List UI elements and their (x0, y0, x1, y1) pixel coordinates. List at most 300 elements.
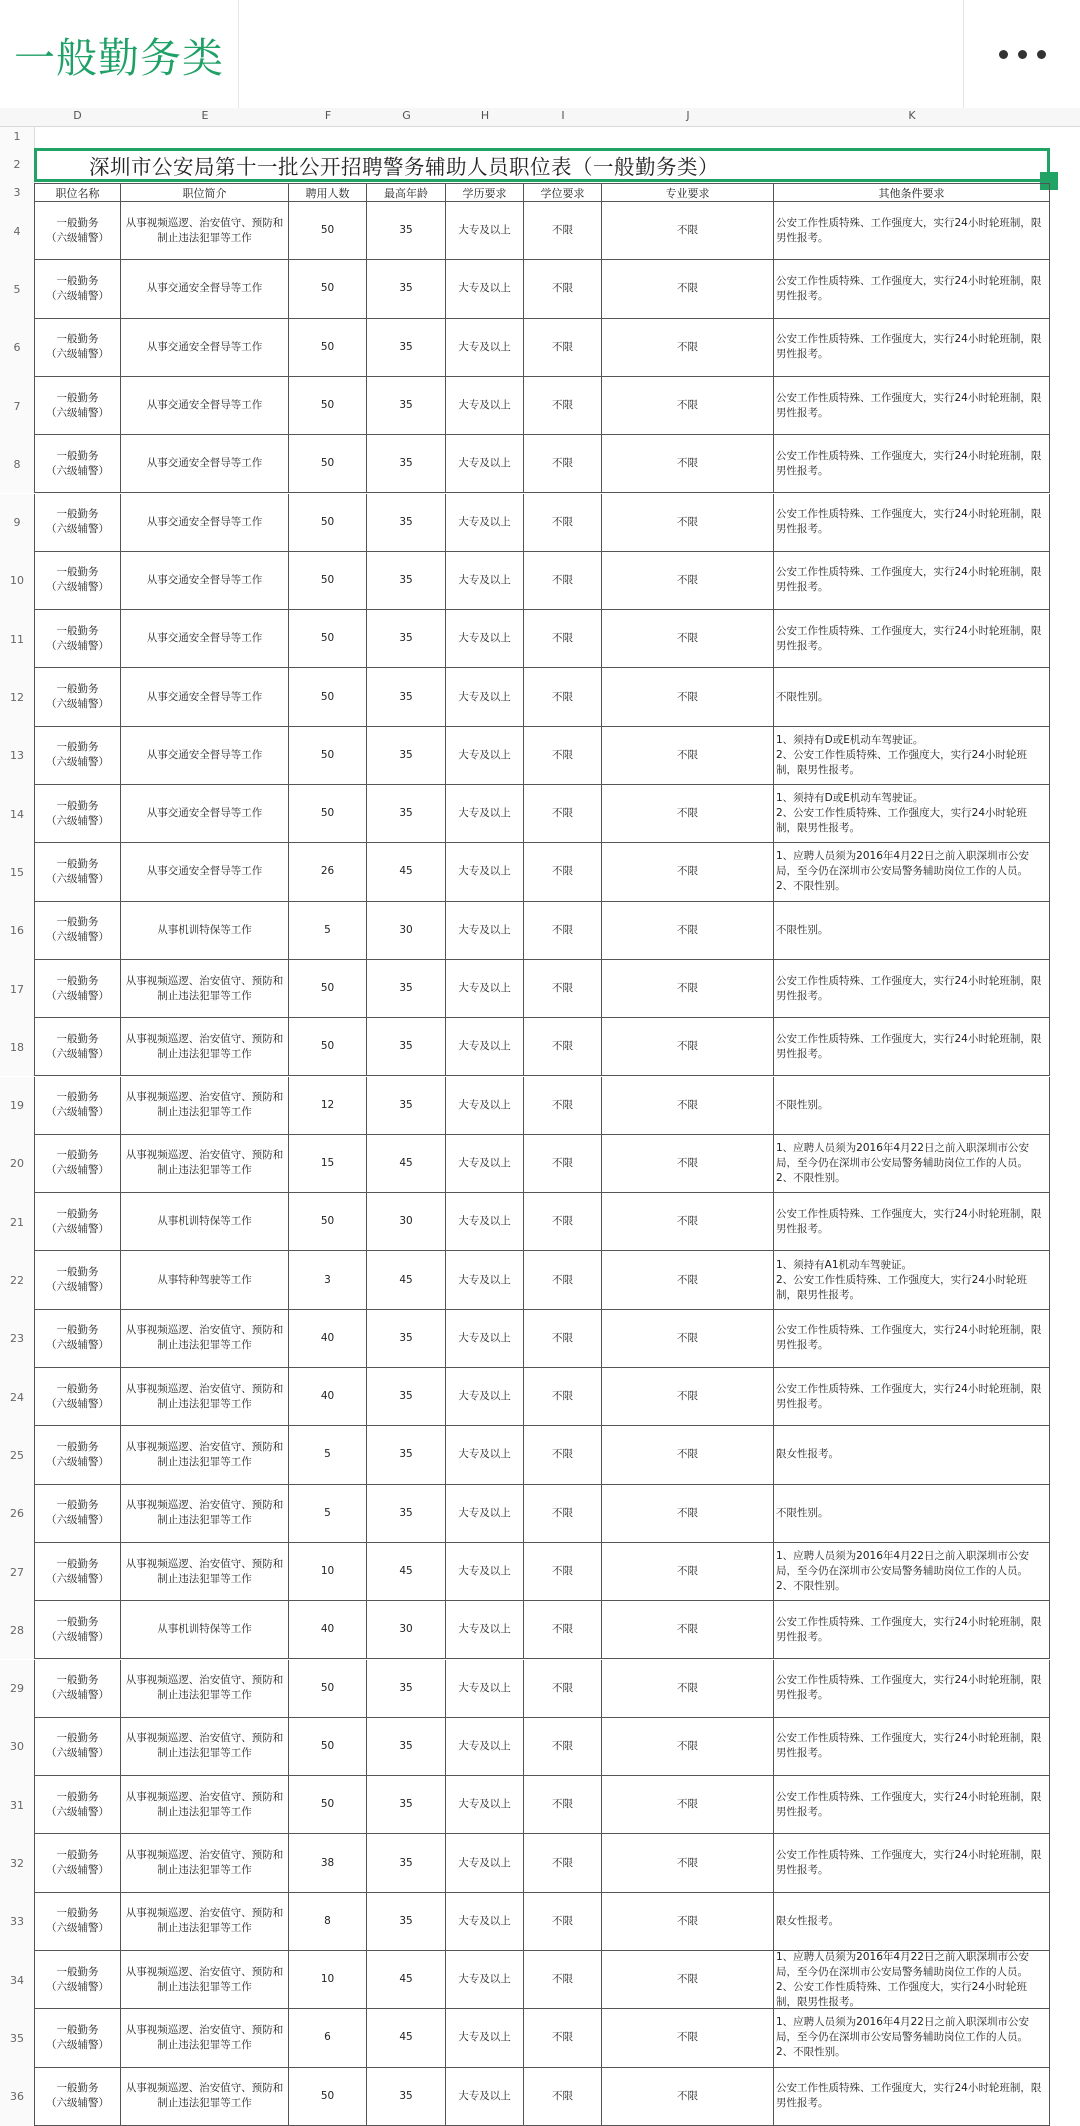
cell-deg[interactable]: 不限 (524, 1310, 602, 1368)
cell-desc[interactable]: 从事视频巡逻、治安值守、预防和制止违法犯罪等工作 (121, 1077, 289, 1135)
cell-name[interactable]: 一般勤务 （六级辅警） (34, 610, 121, 668)
cell-edu[interactable]: 大专及以上 (446, 1660, 524, 1718)
cell-name[interactable]: 一般勤务 （六级辅警） (34, 202, 121, 260)
cell-name[interactable]: 一般勤务 （六级辅警） (34, 1660, 121, 1718)
cell-age[interactable]: 35 (367, 2068, 446, 2126)
cell-edu[interactable]: 大专及以上 (446, 1485, 524, 1543)
cell-age[interactable]: 35 (367, 1718, 446, 1776)
row-number[interactable]: 2 (0, 145, 35, 183)
cell-name[interactable]: 一般勤务 （六级辅警） (34, 1426, 121, 1484)
cell-name[interactable]: 一般勤务 （六级辅警） (34, 1834, 121, 1892)
cell-name[interactable]: 一般勤务 （六级辅警） (34, 1543, 121, 1601)
cell-name[interactable]: 一般勤务 （六级辅警） (34, 2068, 121, 2126)
sheet-tab[interactable] (0, 0, 239, 108)
cell-count[interactable]: 5 (289, 1426, 367, 1484)
cell-count[interactable]: 50 (289, 2068, 367, 2126)
cell-deg[interactable]: 不限 (524, 1193, 602, 1251)
cell-other[interactable]: 公安工作性质特殊、工作强度大，实行24小时轮班制，限男性报考。 (774, 960, 1050, 1018)
cell-age[interactable]: 35 (367, 1834, 446, 1892)
cell-edu[interactable]: 大专及以上 (446, 1951, 524, 2009)
cell-other[interactable]: 公安工作性质特殊、工作强度大，实行24小时轮班制，限男性报考。 (774, 1368, 1050, 1426)
cell-desc[interactable]: 从事视频巡逻、治安值守、预防和制止违法犯罪等工作 (121, 1834, 289, 1892)
cell-count[interactable]: 50 (289, 377, 367, 435)
cell-age[interactable]: 35 (367, 785, 446, 843)
header-cell[interactable]: 学历要求 (446, 183, 524, 202)
cell-major[interactable]: 不限 (602, 785, 774, 843)
cell-count[interactable]: 50 (289, 202, 367, 260)
cell-count[interactable]: 40 (289, 1601, 367, 1659)
cell-desc[interactable]: 从事视频巡逻、治安值守、预防和制止违法犯罪等工作 (121, 1718, 289, 1776)
cell-major[interactable]: 不限 (602, 319, 774, 377)
cell-desc[interactable]: 从事视频巡逻、治安值守、预防和制止违法犯罪等工作 (121, 1368, 289, 1426)
cell-edu[interactable]: 大专及以上 (446, 435, 524, 493)
cell-name[interactable]: 一般勤务 （六级辅警） (34, 435, 121, 493)
cell-deg[interactable]: 不限 (524, 785, 602, 843)
cell-deg[interactable]: 不限 (524, 1834, 602, 1892)
cell-edu[interactable]: 大专及以上 (446, 260, 524, 318)
cell-other[interactable]: 公安工作性质特殊、工作强度大，实行24小时轮班制，限男性报考。 (774, 260, 1050, 318)
cell-major[interactable]: 不限 (602, 1310, 774, 1368)
cell-deg[interactable]: 不限 (524, 1135, 602, 1193)
cell-other[interactable]: 1、应聘人员须为2016年4月22日之前入职深圳市公安局，至今仍在深圳市公安局警务辅助岗位工作的人员。 2、不限性别。 (774, 1135, 1050, 1193)
cell-desc[interactable]: 从事交通安全督导等工作 (121, 668, 289, 726)
cell-edu[interactable]: 大专及以上 (446, 727, 524, 785)
row-number[interactable]: 10 (0, 552, 35, 610)
header-cell[interactable]: 职位名称 (34, 183, 121, 202)
cell-name[interactable]: 一般勤务 （六级辅警） (34, 785, 121, 843)
row-number[interactable]: 20 (0, 1135, 35, 1193)
cell-other[interactable]: 1、应聘人员须为2016年4月22日之前入职深圳市公安局，至今仍在深圳市公安局警务辅助岗位工作的人员。 2、公安工作性质特殊、工作强度大，实行24小时轮班制，限男性报考。 (774, 1951, 1050, 2009)
cell-other[interactable]: 1、应聘人员须为2016年4月22日之前入职深圳市公安局，至今仍在深圳市公安局警务辅助岗位工作的人员。 2、不限性别。 (774, 2009, 1050, 2067)
cell-desc[interactable]: 从事视频巡逻、治安值守、预防和制止违法犯罪等工作 (121, 2009, 289, 2067)
cell-deg[interactable]: 不限 (524, 727, 602, 785)
cell-count[interactable]: 50 (289, 1718, 367, 1776)
cell-edu[interactable]: 大专及以上 (446, 1193, 524, 1251)
cell-other[interactable]: 公安工作性质特殊、工作强度大，实行24小时轮班制，限男性报考。 (774, 202, 1050, 260)
cell-count[interactable]: 50 (289, 1193, 367, 1251)
cell-other[interactable]: 公安工作性质特殊、工作强度大，实行24小时轮班制，限男性报考。 (774, 2068, 1050, 2126)
row-number[interactable]: 19 (0, 1077, 35, 1135)
cell-major[interactable]: 不限 (602, 1018, 774, 1076)
cell-desc[interactable]: 从事视频巡逻、治安值守、预防和制止违法犯罪等工作 (121, 960, 289, 1018)
cell-edu[interactable]: 大专及以上 (446, 494, 524, 552)
cell-edu[interactable]: 大专及以上 (446, 902, 524, 960)
column-letter-H[interactable]: H (480, 109, 490, 122)
cell-desc[interactable]: 从事交通安全督导等工作 (121, 494, 289, 552)
row-number[interactable]: 31 (0, 1776, 35, 1834)
cell-count[interactable]: 10 (289, 1543, 367, 1601)
title-cell[interactable] (34, 148, 1050, 182)
cell-deg[interactable]: 不限 (524, 435, 602, 493)
cell-count[interactable]: 15 (289, 1135, 367, 1193)
cell-name[interactable]: 一般勤务 （六级辅警） (34, 1601, 121, 1659)
cell-edu[interactable]: 大专及以上 (446, 202, 524, 260)
cell-age[interactable]: 35 (367, 1077, 446, 1135)
cell-edu[interactable]: 大专及以上 (446, 1543, 524, 1601)
cell-major[interactable]: 不限 (602, 435, 774, 493)
cell-name[interactable]: 一般勤务 （六级辅警） (34, 260, 121, 318)
cell-desc[interactable]: 从事机训特保等工作 (121, 1193, 289, 1251)
cell-edu[interactable]: 大专及以上 (446, 1077, 524, 1135)
cell-major[interactable]: 不限 (602, 1368, 774, 1426)
cell-deg[interactable]: 不限 (524, 1718, 602, 1776)
cell-deg[interactable]: 不限 (524, 1485, 602, 1543)
cell-age[interactable]: 45 (367, 1135, 446, 1193)
cell-edu[interactable]: 大专及以上 (446, 1368, 524, 1426)
row-number[interactable]: 36 (0, 2068, 35, 2126)
cell-other[interactable]: 1、须持有A1机动车驾驶证。 2、公安工作性质特殊、工作强度大，实行24小时轮班制，限男性报考。 (774, 1251, 1050, 1309)
cell-major[interactable]: 不限 (602, 960, 774, 1018)
cell-deg[interactable]: 不限 (524, 1601, 602, 1659)
cell-count[interactable]: 50 (289, 435, 367, 493)
column-letter-I[interactable]: I (561, 109, 565, 122)
cell-other[interactable]: 不限性别。 (774, 902, 1050, 960)
cell-count[interactable]: 50 (289, 727, 367, 785)
cell-desc[interactable]: 从事视频巡逻、治安值守、预防和制止违法犯罪等工作 (121, 1543, 289, 1601)
cell-desc[interactable]: 从事交通安全督导等工作 (121, 843, 289, 901)
cell-desc[interactable]: 从事机训特保等工作 (121, 902, 289, 960)
cell-major[interactable]: 不限 (602, 1426, 774, 1484)
row-number[interactable]: 29 (0, 1660, 35, 1718)
cell-major[interactable]: 不限 (602, 1485, 774, 1543)
cell-name[interactable]: 一般勤务 （六级辅警） (34, 2009, 121, 2067)
cell-age[interactable]: 30 (367, 1193, 446, 1251)
row-number[interactable]: 22 (0, 1251, 35, 1309)
cell-other[interactable]: 公安工作性质特殊、工作强度大，实行24小时轮班制，限男性报考。 (774, 1660, 1050, 1718)
cell-name[interactable]: 一般勤务 （六级辅警） (34, 960, 121, 1018)
cell-edu[interactable]: 大专及以上 (446, 377, 524, 435)
cell-desc[interactable]: 从事视频巡逻、治安值守、预防和制止违法犯罪等工作 (121, 1893, 289, 1951)
cell-name[interactable]: 一般勤务 （六级辅警） (34, 494, 121, 552)
cell-major[interactable]: 不限 (602, 1893, 774, 1951)
cell-major[interactable]: 不限 (602, 552, 774, 610)
row-number[interactable]: 6 (0, 319, 35, 377)
cell-major[interactable]: 不限 (602, 1660, 774, 1718)
row-number[interactable]: 35 (0, 2009, 35, 2067)
row-number[interactable]: 4 (0, 202, 35, 260)
cell-edu[interactable]: 大专及以上 (446, 1601, 524, 1659)
row-number[interactable]: 23 (0, 1310, 35, 1368)
cell-other[interactable]: 1、应聘人员须为2016年4月22日之前入职深圳市公安局，至今仍在深圳市公安局警务辅助岗位工作的人员。 2、不限性别。 (774, 1543, 1050, 1601)
row-number[interactable]: 33 (0, 1893, 35, 1951)
cell-count[interactable]: 50 (289, 785, 367, 843)
cell-age[interactable]: 30 (367, 902, 446, 960)
cell-age[interactable]: 35 (367, 260, 446, 318)
cell-edu[interactable]: 大专及以上 (446, 1251, 524, 1309)
cell-name[interactable]: 一般勤务 （六级辅警） (34, 377, 121, 435)
cell-major[interactable]: 不限 (602, 494, 774, 552)
cell-other[interactable]: 公安工作性质特殊、工作强度大，实行24小时轮班制，限男性报考。 (774, 1310, 1050, 1368)
cell-edu[interactable]: 大专及以上 (446, 1718, 524, 1776)
row-number[interactable]: 24 (0, 1368, 35, 1426)
cell-deg[interactable]: 不限 (524, 1077, 602, 1135)
cell-count[interactable]: 50 (289, 610, 367, 668)
cell-age[interactable]: 35 (367, 494, 446, 552)
cell-count[interactable]: 12 (289, 1077, 367, 1135)
cell-deg[interactable]: 不限 (524, 377, 602, 435)
cell-deg[interactable]: 不限 (524, 319, 602, 377)
cell-age[interactable]: 35 (367, 377, 446, 435)
cell-deg[interactable]: 不限 (524, 610, 602, 668)
row-number[interactable]: 15 (0, 843, 35, 901)
row-number[interactable]: 17 (0, 960, 35, 1018)
cell-major[interactable]: 不限 (602, 377, 774, 435)
cell-deg[interactable]: 不限 (524, 552, 602, 610)
cell-edu[interactable]: 大专及以上 (446, 960, 524, 1018)
cell-major[interactable]: 不限 (602, 260, 774, 318)
cell-major[interactable]: 不限 (602, 1135, 774, 1193)
cell-other[interactable]: 1、须持有D或E机动车驾驶证。 2、公安工作性质特殊、工作强度大，实行24小时轮班制，限男性报考。 (774, 785, 1050, 843)
cell-other[interactable]: 不限性别。 (774, 1077, 1050, 1135)
cell-name[interactable]: 一般勤务 （六级辅警） (34, 1135, 121, 1193)
cell-edu[interactable]: 大专及以上 (446, 2009, 524, 2067)
cell-name[interactable]: 一般勤务 （六级辅警） (34, 1251, 121, 1309)
cell-deg[interactable]: 不限 (524, 1251, 602, 1309)
cell-name[interactable]: 一般勤务 （六级辅警） (34, 1193, 121, 1251)
cell-count[interactable]: 40 (289, 1368, 367, 1426)
cell-edu[interactable]: 大专及以上 (446, 1135, 524, 1193)
cell-major[interactable]: 不限 (602, 2009, 774, 2067)
cell-edu[interactable]: 大专及以上 (446, 843, 524, 901)
cell-edu[interactable]: 大专及以上 (446, 1893, 524, 1951)
row-number[interactable]: 8 (0, 435, 35, 493)
cell-age[interactable]: 35 (367, 610, 446, 668)
cell-deg[interactable]: 不限 (524, 1018, 602, 1076)
cell-major[interactable]: 不限 (602, 902, 774, 960)
cell-deg[interactable]: 不限 (524, 843, 602, 901)
cell-count[interactable]: 50 (289, 668, 367, 726)
column-letter-J[interactable]: J (686, 109, 690, 122)
cell-other[interactable]: 公安工作性质特殊、工作强度大，实行24小时轮班制，限男性报考。 (774, 494, 1050, 552)
cell-deg[interactable]: 不限 (524, 960, 602, 1018)
cell-major[interactable]: 不限 (602, 610, 774, 668)
row-number[interactable]: 16 (0, 902, 35, 960)
cell-age[interactable]: 35 (367, 1776, 446, 1834)
cell-major[interactable]: 不限 (602, 1834, 774, 1892)
row-number[interactable]: 13 (0, 727, 35, 785)
row-number[interactable]: 28 (0, 1601, 35, 1659)
cell-other[interactable]: 限女性报考。 (774, 1893, 1050, 1951)
cell-name[interactable]: 一般勤务 （六级辅警） (34, 1310, 121, 1368)
cell-count[interactable]: 50 (289, 319, 367, 377)
cell-age[interactable]: 30 (367, 1601, 446, 1659)
cell-age[interactable]: 45 (367, 2009, 446, 2067)
cell-count[interactable]: 50 (289, 494, 367, 552)
row-number[interactable]: 9 (0, 494, 35, 552)
cell-count[interactable]: 38 (289, 1834, 367, 1892)
cell-desc[interactable]: 从事视频巡逻、治安值守、预防和制止违法犯罪等工作 (121, 1310, 289, 1368)
cell-desc[interactable]: 从事交通安全督导等工作 (121, 260, 289, 318)
cell-name[interactable]: 一般勤务 （六级辅警） (34, 727, 121, 785)
cell-other[interactable]: 公安工作性质特殊、工作强度大，实行24小时轮班制，限男性报考。 (774, 377, 1050, 435)
cell-age[interactable]: 35 (367, 1310, 446, 1368)
cell-count[interactable]: 10 (289, 1951, 367, 2009)
header-cell[interactable]: 学位要求 (524, 183, 602, 202)
cell-edu[interactable]: 大专及以上 (446, 1834, 524, 1892)
cell-count[interactable]: 6 (289, 2009, 367, 2067)
cell-major[interactable]: 不限 (602, 1718, 774, 1776)
cell-age[interactable]: 35 (367, 727, 446, 785)
cell-name[interactable]: 一般勤务 （六级辅警） (34, 1718, 121, 1776)
row-number[interactable]: 30 (0, 1718, 35, 1776)
cell-desc[interactable]: 从事交通安全督导等工作 (121, 610, 289, 668)
cell-major[interactable]: 不限 (602, 1543, 774, 1601)
cell-count[interactable]: 50 (289, 960, 367, 1018)
row-number[interactable]: 27 (0, 1543, 35, 1601)
cell-age[interactable]: 45 (367, 1543, 446, 1601)
cell-edu[interactable]: 大专及以上 (446, 668, 524, 726)
cell-deg[interactable]: 不限 (524, 2068, 602, 2126)
cell-other[interactable]: 公安工作性质特殊、工作强度大，实行24小时轮班制，限男性报考。 (774, 319, 1050, 377)
cell-other[interactable]: 公安工作性质特殊、工作强度大，实行24小时轮班制，限男性报考。 (774, 1193, 1050, 1251)
cell-desc[interactable]: 从事视频巡逻、治安值守、预防和制止违法犯罪等工作 (121, 202, 289, 260)
cell-edu[interactable]: 大专及以上 (446, 2068, 524, 2126)
cell-deg[interactable]: 不限 (524, 202, 602, 260)
cell-deg[interactable]: 不限 (524, 668, 602, 726)
cell-count[interactable]: 8 (289, 1893, 367, 1951)
row-number[interactable]: 26 (0, 1485, 35, 1543)
cell-other[interactable]: 1、须持有D或E机动车驾驶证。 2、公安工作性质特殊、工作强度大，实行24小时轮班制，限男性报考。 (774, 727, 1050, 785)
cell-desc[interactable]: 从事机训特保等工作 (121, 1601, 289, 1659)
row-number[interactable]: 14 (0, 785, 35, 843)
cell-age[interactable]: 45 (367, 1951, 446, 2009)
cell-age[interactable]: 35 (367, 960, 446, 1018)
cell-edu[interactable]: 大专及以上 (446, 552, 524, 610)
cell-other[interactable]: 1、应聘人员须为2016年4月22日之前入职深圳市公安局，至今仍在深圳市公安局警务辅助岗位工作的人员。 2、不限性别。 (774, 843, 1050, 901)
cell-desc[interactable]: 从事交通安全督导等工作 (121, 319, 289, 377)
cell-deg[interactable]: 不限 (524, 1368, 602, 1426)
header-cell[interactable]: 聘用人数 (289, 183, 367, 202)
row-number[interactable]: 1 (0, 127, 35, 145)
cell-count[interactable]: 5 (289, 1485, 367, 1543)
cell-desc[interactable]: 从事视频巡逻、治安值守、预防和制止违法犯罪等工作 (121, 1485, 289, 1543)
row-number[interactable]: 25 (0, 1426, 35, 1484)
header-cell[interactable]: 最高年龄 (367, 183, 446, 202)
cell-deg[interactable]: 不限 (524, 260, 602, 318)
cell-major[interactable]: 不限 (602, 668, 774, 726)
cell-other[interactable]: 公安工作性质特殊、工作强度大，实行24小时轮班制，限男性报考。 (774, 610, 1050, 668)
cell-edu[interactable]: 大专及以上 (446, 319, 524, 377)
cell-edu[interactable]: 大专及以上 (446, 1776, 524, 1834)
cell-name[interactable]: 一般勤务 （六级辅警） (34, 1368, 121, 1426)
cell-age[interactable]: 35 (367, 552, 446, 610)
cell-other[interactable]: 公安工作性质特殊、工作强度大，实行24小时轮班制，限男性报考。 (774, 1718, 1050, 1776)
cell-count[interactable]: 50 (289, 552, 367, 610)
cell-deg[interactable]: 不限 (524, 1426, 602, 1484)
cell-desc[interactable]: 从事交通安全督导等工作 (121, 727, 289, 785)
cell-name[interactable]: 一般勤务 （六级辅警） (34, 902, 121, 960)
cell-age[interactable]: 35 (367, 1018, 446, 1076)
cell-other[interactable]: 公安工作性质特殊、工作强度大，实行24小时轮班制，限男性报考。 (774, 1834, 1050, 1892)
cell-other[interactable]: 公安工作性质特殊、工作强度大，实行24小时轮班制，限男性报考。 (774, 1018, 1050, 1076)
cell-age[interactable]: 35 (367, 319, 446, 377)
cell-age[interactable]: 35 (367, 1426, 446, 1484)
cell-major[interactable]: 不限 (602, 1776, 774, 1834)
cell-name[interactable]: 一般勤务 （六级辅警） (34, 843, 121, 901)
row-number[interactable]: 7 (0, 377, 35, 435)
cell-count[interactable]: 26 (289, 843, 367, 901)
cell-other[interactable]: 限女性报考。 (774, 1426, 1050, 1484)
cell-edu[interactable]: 大专及以上 (446, 1426, 524, 1484)
cell-edu[interactable]: 大专及以上 (446, 1018, 524, 1076)
cell-deg[interactable]: 不限 (524, 1951, 602, 2009)
cell-name[interactable]: 一般勤务 （六级辅警） (34, 1018, 121, 1076)
cell-other[interactable]: 公安工作性质特殊、工作强度大，实行24小时轮班制，限男性报考。 (774, 1601, 1050, 1659)
cell-count[interactable]: 50 (289, 260, 367, 318)
cell-name[interactable]: 一般勤务 （六级辅警） (34, 1951, 121, 2009)
cell-deg[interactable]: 不限 (524, 902, 602, 960)
cell-desc[interactable]: 从事交通安全督导等工作 (121, 785, 289, 843)
column-letter-K[interactable]: K (908, 109, 916, 122)
row-number[interactable]: 3 (0, 183, 35, 202)
cell-name[interactable]: 一般勤务 （六级辅警） (34, 1485, 121, 1543)
cell-count[interactable]: 50 (289, 1018, 367, 1076)
cell-deg[interactable]: 不限 (524, 494, 602, 552)
cell-desc[interactable]: 从事视频巡逻、治安值守、预防和制止违法犯罪等工作 (121, 1776, 289, 1834)
cell-count[interactable]: 40 (289, 1310, 367, 1368)
cell-other[interactable]: 不限性别。 (774, 668, 1050, 726)
cell-age[interactable]: 35 (367, 435, 446, 493)
row-number[interactable]: 32 (0, 1834, 35, 1892)
more-menu-button[interactable] (963, 0, 1080, 108)
cell-desc[interactable]: 从事交通安全督导等工作 (121, 377, 289, 435)
row-number[interactable]: 34 (0, 1951, 35, 2009)
cell-deg[interactable]: 不限 (524, 1893, 602, 1951)
cell-other[interactable]: 不限性别。 (774, 1485, 1050, 1543)
row-number[interactable]: 5 (0, 260, 35, 318)
header-cell[interactable]: 其他条件要求 (774, 183, 1050, 202)
cell-desc[interactable]: 从事视频巡逻、治安值守、预防和制止违法犯罪等工作 (121, 1660, 289, 1718)
cell-other[interactable]: 公安工作性质特殊、工作强度大，实行24小时轮班制，限男性报考。 (774, 552, 1050, 610)
row-number[interactable]: 12 (0, 668, 35, 726)
cell-other[interactable]: 公安工作性质特殊、工作强度大，实行24小时轮班制，限男性报考。 (774, 1776, 1050, 1834)
cell-major[interactable]: 不限 (602, 1251, 774, 1309)
cell-name[interactable]: 一般勤务 （六级辅警） (34, 1077, 121, 1135)
cell-desc[interactable]: 从事交通安全督导等工作 (121, 435, 289, 493)
cell-age[interactable]: 35 (367, 1368, 446, 1426)
column-letter-D[interactable]: D (73, 109, 82, 122)
cell-major[interactable]: 不限 (602, 843, 774, 901)
cell-deg[interactable]: 不限 (524, 1543, 602, 1601)
header-cell[interactable]: 职位简介 (121, 183, 289, 202)
cell-desc[interactable]: 从事视频巡逻、治安值守、预防和制止违法犯罪等工作 (121, 1426, 289, 1484)
cell-major[interactable]: 不限 (602, 1951, 774, 2009)
cell-edu[interactable]: 大专及以上 (446, 610, 524, 668)
cell-count[interactable]: 50 (289, 1660, 367, 1718)
cell-age[interactable]: 45 (367, 843, 446, 901)
cell-major[interactable]: 不限 (602, 727, 774, 785)
cell-age[interactable]: 35 (367, 202, 446, 260)
row-number[interactable]: 11 (0, 610, 35, 668)
column-letter-G[interactable]: G (402, 109, 411, 122)
cell-name[interactable]: 一般勤务 （六级辅警） (34, 319, 121, 377)
cell-major[interactable]: 不限 (602, 1193, 774, 1251)
cell-deg[interactable]: 不限 (524, 1660, 602, 1718)
cell-deg[interactable]: 不限 (524, 2009, 602, 2067)
column-letter-F[interactable]: F (324, 109, 332, 122)
cell-desc[interactable]: 从事视频巡逻、治安值守、预防和制止违法犯罪等工作 (121, 1018, 289, 1076)
cell-deg[interactable]: 不限 (524, 1776, 602, 1834)
row-number[interactable]: 18 (0, 1018, 35, 1076)
cell-age[interactable]: 35 (367, 1660, 446, 1718)
cell-age[interactable]: 35 (367, 1893, 446, 1951)
cell-count[interactable]: 3 (289, 1251, 367, 1309)
cell-edu[interactable]: 大专及以上 (446, 785, 524, 843)
cell-name[interactable]: 一般勤务 （六级辅警） (34, 1893, 121, 1951)
cell-desc[interactable]: 从事交通安全督导等工作 (121, 552, 289, 610)
header-cell[interactable]: 专业要求 (602, 183, 774, 202)
cell-major[interactable]: 不限 (602, 1077, 774, 1135)
